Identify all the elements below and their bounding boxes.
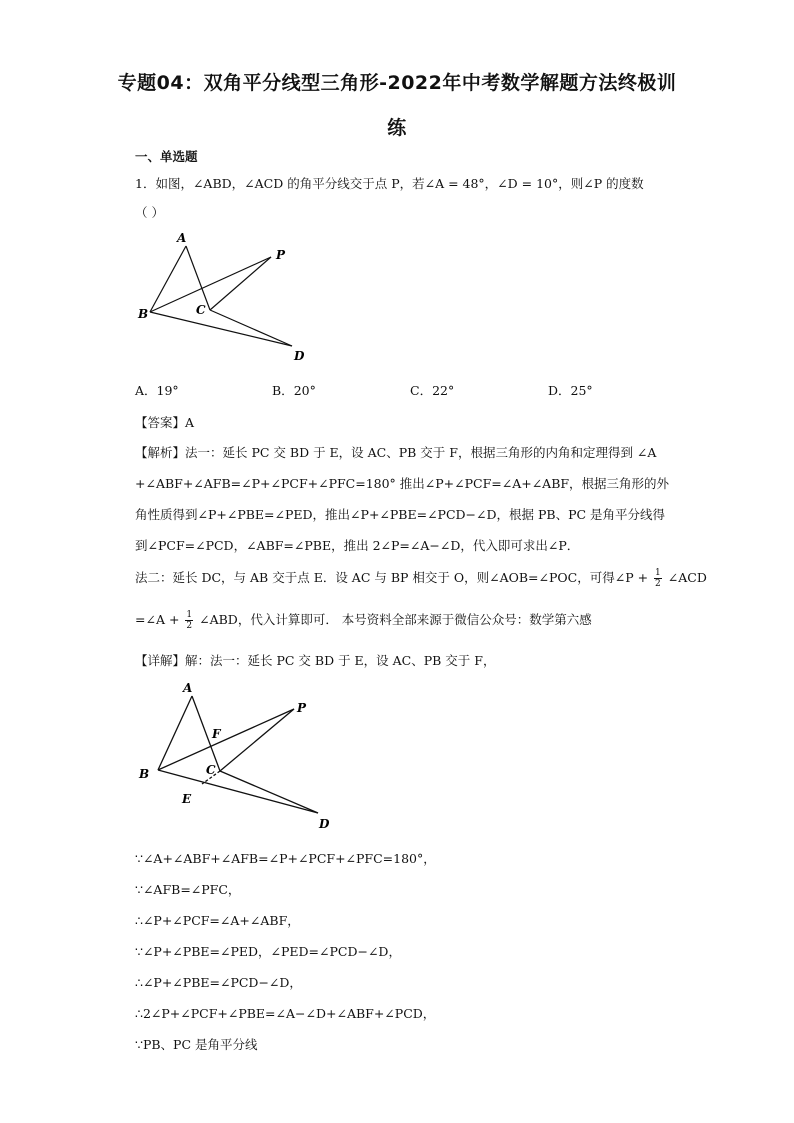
fig2-segment-AB <box>158 696 192 770</box>
analysis-line-1: 【解析】法一：延长 PC 交 BD 于 E，设 AC、PB 交于 F，根据三角形的内角和定理得到 ∠A <box>135 445 657 460</box>
fig2-label-C: C <box>206 763 216 777</box>
analysis-line-6 <box>135 610 592 631</box>
analysis-line-4: 到∠PCF=∠PCD，∠ABF=∠PBE，推出 2∠P=∠A−∠D，代入即可求出∠P． <box>135 538 580 553</box>
option-c <box>410 381 454 399</box>
step-4: ∵∠P+∠PBE=∠PED，∠PED=∠PCD−∠D， <box>135 944 401 959</box>
detail-intro: 【详解】解：法一：延长 PC 交 BD 于 E，设 AC、PB 交于 F， <box>135 653 496 668</box>
fig1-segment-CD <box>210 310 292 346</box>
analysis-line-5-text: 法二：延长 DC，与 AB 交于点 E．设 AC 与 BP 相交于 O，则∠AOB=∠POC，可得∠P + <box>135 570 649 585</box>
option-d <box>548 381 593 399</box>
option-c-letter: C． <box>410 383 433 398</box>
step-6: ∴2∠P+∠PCF+∠PBE=∠A−∠D+∠ABF+∠PCD， <box>135 1006 436 1021</box>
figure-2 <box>130 676 340 836</box>
analysis-line-3: 角性质得到∠P+∠PBE=∠PED，推出∠P+∠PBE=∠PCD−∠D，根据 PB、PC 是角平分线得 <box>135 507 666 522</box>
analysis-line-5 <box>135 568 707 589</box>
fig1-label-D: D <box>294 349 305 363</box>
option-d-letter: D． <box>548 383 571 398</box>
step-1: ∵∠A+∠ABF+∠AFB=∠P+∠PCF+∠PFC=180°， <box>135 851 436 866</box>
option-a-letter: A． <box>135 383 157 398</box>
fraction-half <box>654 568 662 589</box>
section-heading: 一、单选题 <box>135 149 198 164</box>
fraction-denominator-2: 2 <box>186 621 193 631</box>
fig2-label-P: P <box>297 701 307 715</box>
answer-line: 【答案】A <box>135 415 195 430</box>
step-7: ∵PB、PC 是角平分线 <box>135 1037 258 1052</box>
fig1-segment-BD <box>150 312 292 346</box>
fig2-label-E: E <box>182 792 192 806</box>
analysis-line-6-text: =∠A + <box>135 612 180 627</box>
fig1-segment-BP <box>150 257 271 312</box>
fig2-segment-BP <box>158 709 294 770</box>
fig1-segment-AB <box>150 246 186 312</box>
question-text: 1．如图，∠ABD，∠ACD 的角平分线交于点 P，若∠A = 48°，∠D = 10°，则∠P 的度数 <box>135 176 644 191</box>
fig2-label-F: F <box>212 727 221 741</box>
doc-title-line1: 专题04：双角平分线型三角形-2022年中考数学解题方法终极训 <box>117 72 677 94</box>
fig1-label-A: A <box>177 231 187 245</box>
analysis-line-6-tail: ∠ABD，代入计算即可． 本号资料全部来源于微信公众号：数学第六感 <box>199 612 592 627</box>
fig1-segment-AC <box>186 246 210 310</box>
step-3: ∴∠P+∠PCF=∠A+∠ABF， <box>135 913 300 928</box>
step-2: ∵∠AFB=∠PFC， <box>135 882 241 897</box>
fig2-segment-CD <box>220 771 318 813</box>
fig2-label-A: A <box>183 681 193 695</box>
fig2-label-B: B <box>139 767 150 781</box>
option-c-value: 22° <box>432 383 455 398</box>
fig1-label-C: C <box>196 303 206 317</box>
fig1-label-P: P <box>276 248 286 262</box>
option-d-value: 25° <box>570 383 593 398</box>
analysis-line-5-tail: ∠ACD <box>667 570 707 585</box>
question-blank: （ ） <box>135 205 164 220</box>
fig2-segment-CP <box>220 709 294 771</box>
option-a <box>135 381 179 399</box>
option-b <box>272 381 316 399</box>
fraction-numerator: 1 <box>655 568 661 578</box>
fig2-label-D: D <box>319 817 330 831</box>
analysis-line-2: +∠ABF+∠AFB=∠P+∠PCF+∠PFC=180° 推出∠P+∠PCF=∠A+∠ABF，根据三角形的外 <box>135 476 670 491</box>
fraction-numerator-2: 1 <box>186 610 193 620</box>
doc-title-line2: 练 <box>387 117 407 139</box>
fig1-segment-CP <box>210 257 271 310</box>
option-a-value: 19° <box>156 383 179 398</box>
step-5: ∴∠P+∠PBE=∠PCD−∠D， <box>135 975 302 990</box>
option-b-value: 20° <box>293 383 316 398</box>
fig1-label-B: B <box>138 307 149 321</box>
fraction-denominator: 2 <box>655 579 661 589</box>
option-b-letter: B． <box>272 383 294 398</box>
figure-1 <box>130 228 320 368</box>
fraction-half-2 <box>185 610 193 631</box>
